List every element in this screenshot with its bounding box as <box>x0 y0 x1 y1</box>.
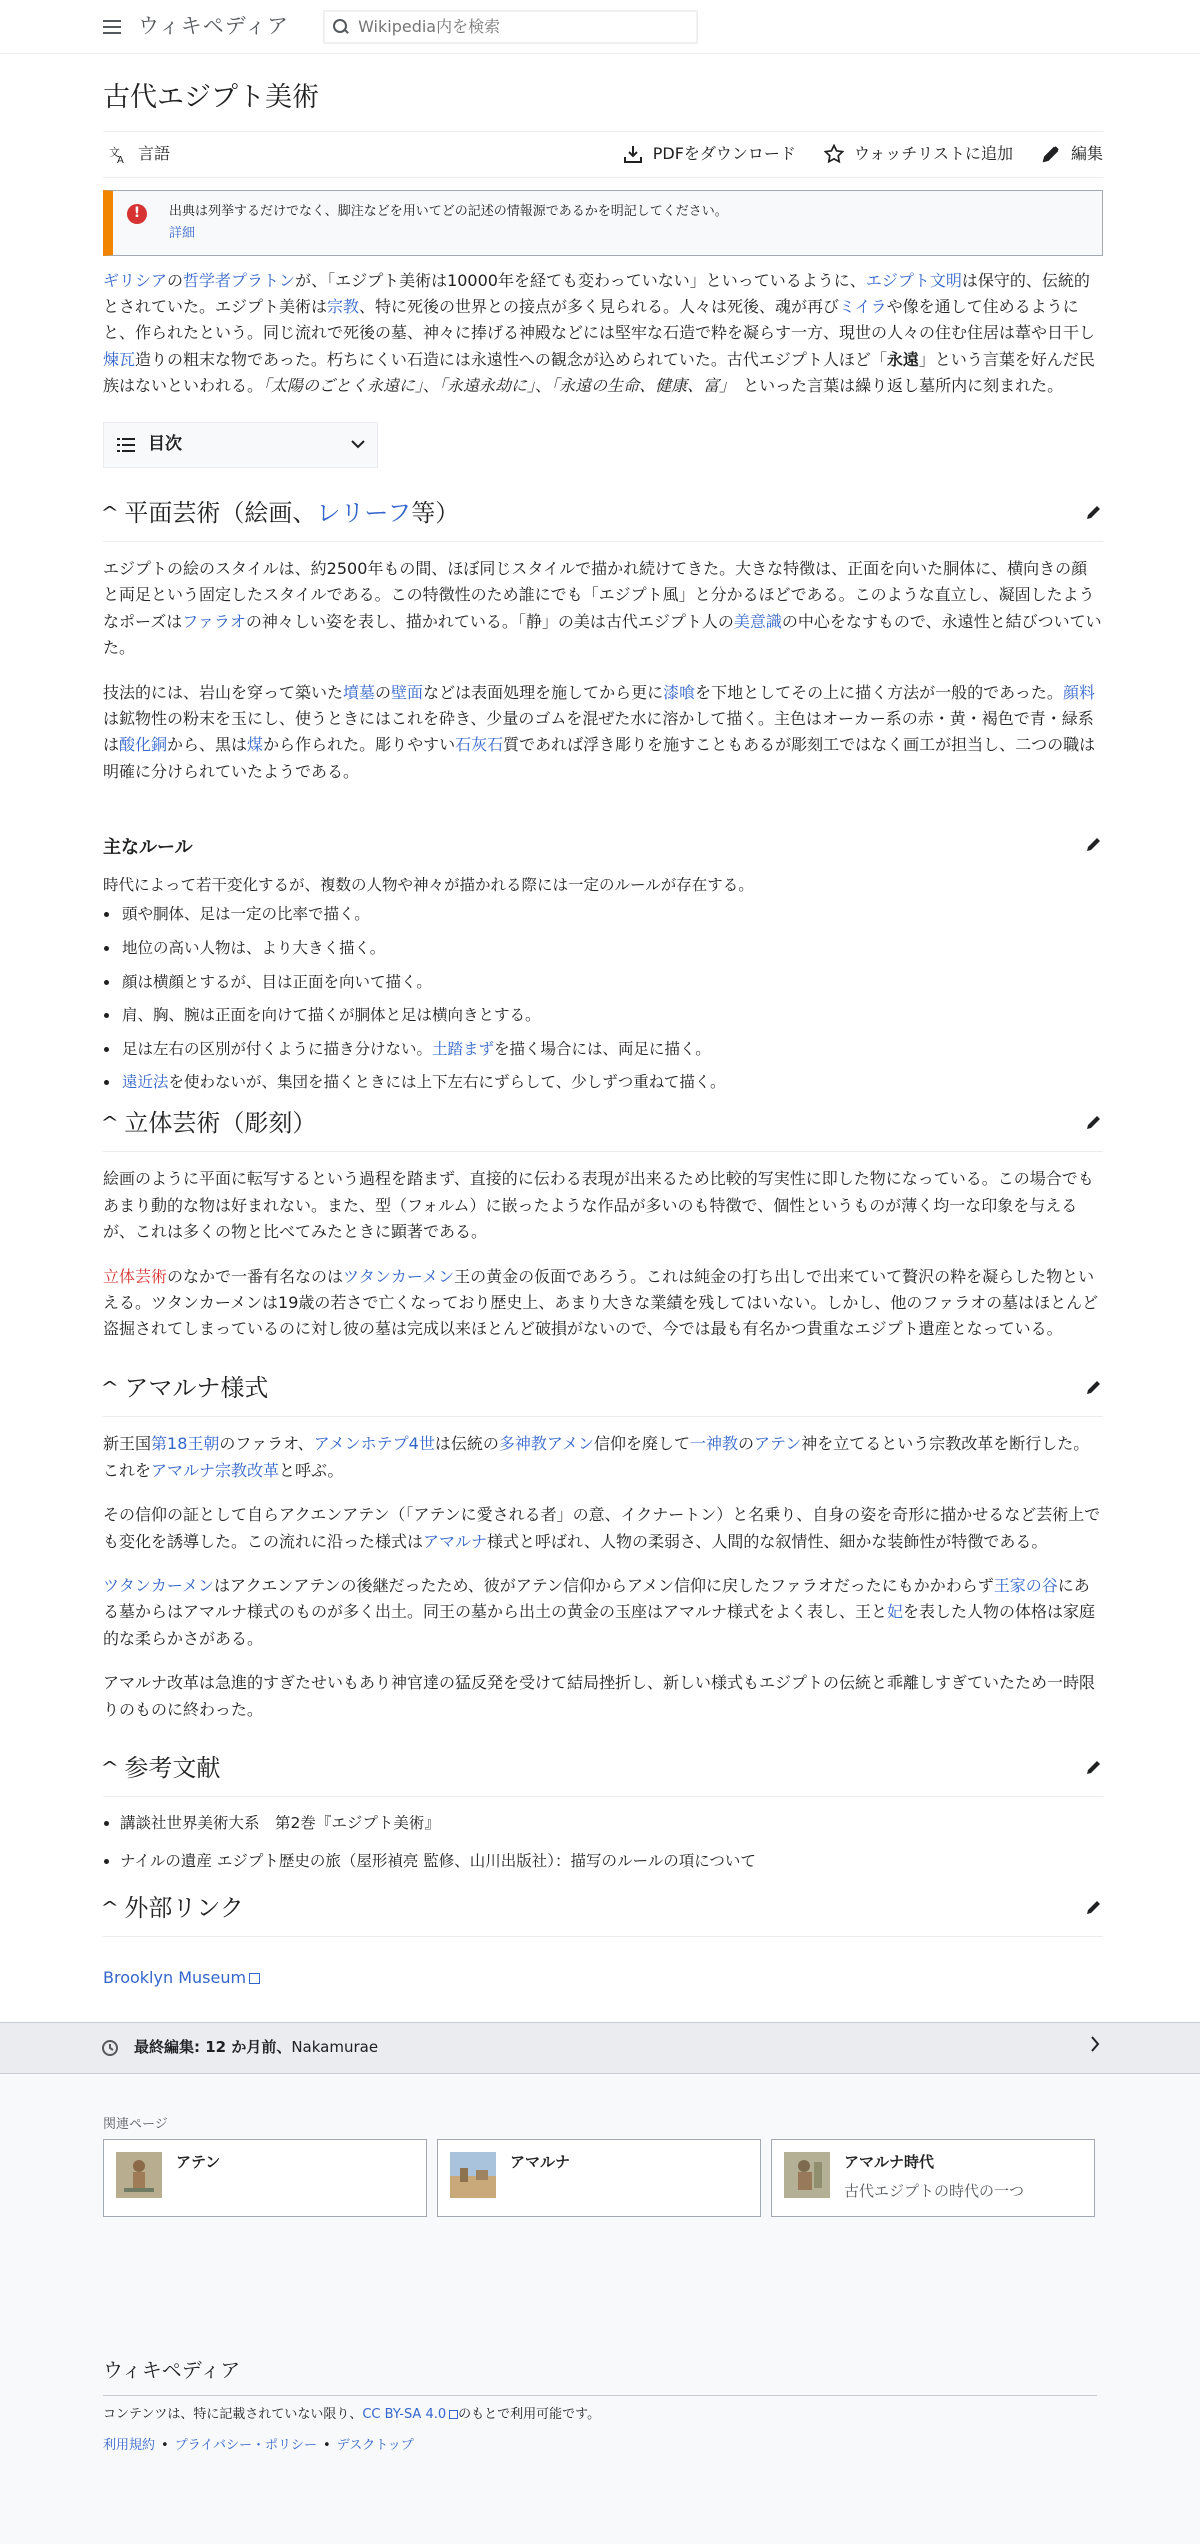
edit-button[interactable] <box>1041 141 1103 167</box>
section1-paragraph-1: エジプトの絵のスタイルは、約2500年もの間、ほぼ同じスタイルで描かれ続けてきた。大きな特徴は、正面を向いた胴体に、横向きの顔と両足という固定したスタイルである。この特徴性のため誰にでも「エジプト風」と分かるほどである。このような直立し、凝固したようなポーズはファラオの神々しい姿を表し、描かれている。「静」の美は古代エジプト人の美意識の中心をなすもので、永遠性と結びついていた。 <box>103 559 1102 658</box>
section-edit-pencil-icon[interactable] <box>1085 1889 1103 1929</box>
notice-text: 出典は列挙するだけでなく、脚注などを用いてどの記述の情報源であるかを明記してください。 <box>169 203 728 219</box>
license-text: コンテンツは、特に記載されていない限り、CC BY-SA 4.0 のもとで利用可能です。 <box>103 2406 601 2422</box>
link-arch-of-foot[interactable]: 土踏まず <box>432 1039 495 1058</box>
svg-text:A: A <box>117 155 124 165</box>
link-queen[interactable]: 妃 <box>887 1602 904 1622</box>
list-item: • 講談社世界美術大系 第2巻『エジプト美術』 <box>120 1811 1103 1837</box>
license-link[interactable]: CC BY-SA 4.0 <box>362 2407 458 2422</box>
site-logo[interactable]: ウィキペディア <box>138 14 290 39</box>
link-pigment[interactable]: 顔料 <box>1062 682 1095 702</box>
collapse-caret-icon[interactable]: ^ <box>100 1758 120 1778</box>
references-list <box>120 1811 1103 1874</box>
intro-paragraph: ギリシアの哲学者プラトンが、「エジプト美術は10000年を経ても変わっていない」といっているように、エジプト文明は保守的、伝統的とされていた。エジプト美術は宗教、特に死後の世界との接点が多く見られる。人々は死後、魂が再びミイラや像を通して住めるようにと、作られたという。同じ流れで死後の墓、神々に捧げる神殿などには堅牢な石造で粋を凝らす一方、現世の人々の住む住居は葦や日干し煉瓦造りの粗末な物であった。朽ちにくい石造には永遠性への観念が込められていた。古代エジプト人ほど「永遠」という言葉を好んだ民族はないといわれる。「太陽のごとく永遠に」、「永遠永劫に」、「永遠の生命、健康、富」 といった言葉は繰り返し墓所内に刻まれた。 <box>103 270 1096 396</box>
section-heading-2d-art: ^ 平面芸術（絵画、 レリーフ 等） <box>103 494 1103 543</box>
link-amarna-reform[interactable]: アマルナ宗教改革 <box>151 1460 280 1480</box>
section3-paragraph-2: その信仰の証として自らアクエンアテン（「アテンに愛される者」の意、イクナートン）と名乗り、自身の姿を奇形に描かせるなど芸術上でも変化を誘導した。この流れに沿った様式はアマルナ様式と呼ばれ、人物の柔弱さ、人間的な叙情性、細かな装飾性が特徴である。 <box>103 1505 1101 1551</box>
list-item: • 肩、胸、腕は正面を向けて描くが胴体と足は横向きとする。 <box>120 1003 1103 1029</box>
section2-paragraph-1: 絵画のように平面に転写するという過程を踏まず、直接的に伝わる表現が出来るため比較的写実性に即した物になっている。この場合でもあまり動的な物は好まれない。また、型（フォルム）に嵌ったような作品が多いのも特徴で、個性というものが薄く均一な印象を与えるが、これは多くの物と比べてみたときに顕著である。 <box>103 1169 1094 1242</box>
link-pharaoh[interactable]: ファラオ <box>182 611 246 631</box>
last-edit-user: Nakamurae <box>291 2038 379 2057</box>
language-label: 言語 <box>138 143 171 163</box>
svg-text:文: 文 <box>109 146 120 160</box>
star-icon <box>824 144 844 164</box>
terms-link[interactable]: 利用規約 <box>103 2438 156 2454</box>
list-item: • 頭や胴体、足は一定の比率で描く。 <box>120 902 1103 928</box>
section3-paragraph-1: 新王国第18王朝のファラオ、アメンホテプ4世は伝統の多神教アメン信仰を廃して一神教のアテン神を立てるという宗教改革を断行した。これをアマルナ宗教改革と呼ぶ。 <box>103 1434 1090 1480</box>
rules-list <box>120 902 1103 1095</box>
link-wall[interactable]: 壁面 <box>391 682 424 702</box>
citation-notice <box>103 190 1103 256</box>
redlink-3d-art[interactable]: 立体芸術 <box>103 1266 168 1286</box>
thumbnail-image <box>450 2152 496 2198</box>
link-relief[interactable]: レリーフ <box>316 498 412 527</box>
section1-paragraph-2: 技法的には、岩山を穿って築いた墳墓の壁面などは表面処理を施してから更に漆喰を下地としてその上に描く方法が一般的であった。顔料は鉱物性の粉末を玉にし、使うときにはこれを砕き、少量のゴムを混ぜた水に溶かして描く。主色はオーカー系の赤・黄・褐色で青・緑系は酸化銅から、黒は煤から作られた。彫りやすい石灰石質であれば浮き彫りを施すこともあるが彫刻工ではなく画工が担当し、二つの職は明確に分けられていたようである。 <box>103 682 1096 781</box>
search-input[interactable] <box>358 17 697 36</box>
main-menu-icon[interactable] <box>100 15 124 39</box>
link-tomb[interactable]: 墳墓 <box>343 682 376 702</box>
edit-label: 編集 <box>1070 143 1103 163</box>
link-valley-of-kings[interactable]: 王家の谷 <box>993 1575 1058 1595</box>
list-item: • 遠近法を使わないが、集団を描くときには上下左右にずらして、少しずつ重ねて描く。 <box>120 1070 1103 1096</box>
link-mummy[interactable]: ミイラ <box>839 296 887 316</box>
collapse-caret-icon[interactable]: ^ <box>100 1898 120 1918</box>
link-monotheism[interactable]: 一神教 <box>689 1434 738 1454</box>
last-edit-label: 最終編集: 12 か月前、 <box>134 2038 292 2057</box>
card-title: アテン <box>176 2153 221 2172</box>
section-heading-external-links: ^ 外部リンク <box>103 1889 1103 1938</box>
section-heading-references: ^ 参考文献 <box>103 1749 1103 1798</box>
card-title: アマルナ時代 <box>844 2153 935 2172</box>
list-item: • ナイルの遺産 エジプト歴史の旅（屋形禎亮 監修、山川出版社）：描写のルールの項について <box>120 1849 1103 1875</box>
download-pdf-button[interactable] <box>623 141 796 167</box>
section-edit-pencil-icon[interactable] <box>1085 833 1103 863</box>
history-icon <box>100 2038 120 2058</box>
section-edit-pencil-icon[interactable] <box>1085 1369 1103 1409</box>
footer-logo: ウィキペディア <box>103 2354 1097 2396</box>
desktop-link[interactable]: デスクトップ <box>336 2438 414 2454</box>
link-tutankhamun-2[interactable]: ツタンカーメン <box>103 1575 215 1595</box>
last-edited-bar[interactable] <box>0 2022 1200 2074</box>
notice-details-link[interactable]: 詳細 <box>169 225 196 241</box>
page-footer <box>0 2254 1200 2544</box>
section-edit-pencil-icon[interactable] <box>1085 1749 1103 1789</box>
list-item: • 顔は横顔とするが、目は正面を向いて描く。 <box>120 970 1103 996</box>
link-limestone[interactable]: 石灰石 <box>455 735 504 755</box>
privacy-link[interactable]: プライバシー・ポリシー <box>174 2438 318 2454</box>
thumbnail-image <box>116 2152 162 2198</box>
chevron-down-icon <box>351 430 365 458</box>
list-item: • 足は左右の区別が付くように描き分けない。土踏まずを描く場合には、両足に描く。 <box>120 1037 1103 1063</box>
link-amarna[interactable]: アマルナ <box>423 1531 488 1551</box>
collapse-caret-icon[interactable]: ^ <box>100 1378 120 1398</box>
link-brick[interactable]: 煉瓦 <box>103 349 136 369</box>
section-edit-pencil-icon[interactable] <box>1085 1104 1103 1144</box>
brooklyn-museum-link[interactable]: Brooklyn Museum <box>103 1965 260 1991</box>
warning-icon: ! <box>127 204 147 224</box>
top-header <box>0 0 1200 54</box>
link-philosopher[interactable]: 哲学者 <box>183 270 232 290</box>
section3-paragraph-3: ツタンカーメンはアクエンアテンの後継だったため、彼がアテン信仰からアメン信仰に戻したファラオだったにもかかわらず王家の谷にある墓からはアマルナ様式のものが多く出土。同王の墓から出土の黄金の玉座はアマルナ様式をよく表し、王と妃を表した人物の体格は家庭的な柔らかさがある。 <box>103 1575 1096 1648</box>
watchlist-label: ウォッチリストに追加 <box>853 143 1013 163</box>
link-copper-oxide[interactable]: 酸化銅 <box>119 735 168 755</box>
link-tutankhamun[interactable]: ツタンカーメン <box>343 1266 455 1286</box>
card-description: 古代エジプトの時代の一つ <box>844 2182 1025 2201</box>
link-plato[interactable]: プラトン <box>231 270 296 290</box>
chevron-right-icon <box>1090 2035 1100 2060</box>
link-aten[interactable]: アテン <box>754 1434 802 1454</box>
link-greece[interactable]: ギリシア <box>103 270 168 290</box>
subsection-heading-rules: 主なルール <box>103 833 1103 863</box>
section-heading-sculpture: ^ 立体芸術（彫刻） <box>103 1104 1103 1153</box>
language-button[interactable] <box>108 141 170 167</box>
link-aesthetics[interactable]: 美意識 <box>733 611 782 631</box>
link-plaster[interactable]: 漆喰 <box>663 682 696 702</box>
collapse-caret-icon[interactable]: ^ <box>100 1113 120 1133</box>
related-card-amarna[interactable] <box>437 2139 761 2217</box>
external-link-icon <box>449 2410 458 2419</box>
link-polytheism[interactable]: 多神教 <box>498 1434 547 1454</box>
link-amenhotep-iv[interactable]: アメンホテプ4世 <box>313 1434 435 1454</box>
table-of-contents-toggle[interactable] <box>103 422 378 468</box>
download-icon <box>623 144 643 164</box>
link-religion[interactable]: 宗教 <box>327 296 360 316</box>
section2-paragraph-2: 立体芸術のなかで一番有名なのはツタンカーメン王の黄金の仮面であろう。これは純金の打ち出しで出来ていて贅沢の粋を凝らした物といえる。ツタンカーメンは19歳の若さで亡くなっており歴史上、あまり大きな業績を残してはいない。しかし、他のファラオの墓はほとんど盗掘されてしまっているのに対し彼の墓は完成以来ほとんど破損がないので、今では最も有名かつ貴重なエジプト遺産となっている。 <box>103 1266 1099 1339</box>
toc-label: 目次 <box>148 434 182 455</box>
external-link-icon <box>249 1973 260 1984</box>
search-box[interactable] <box>323 10 698 44</box>
collapse-caret-icon[interactable]: ^ <box>100 503 120 523</box>
footer-links: 利用規約 • プライバシー・ポリシー • デスクトップ <box>103 2438 414 2454</box>
search-icon <box>332 18 350 36</box>
article-content <box>100 76 1103 1992</box>
related-pages-label: 関連ページ <box>103 2116 168 2132</box>
pencil-icon <box>1041 144 1061 164</box>
link-amun[interactable]: アメン <box>546 1434 594 1454</box>
link-egyptian-civilization[interactable]: エジプト文明 <box>865 270 962 290</box>
link-perspective[interactable]: 遠近法 <box>122 1073 169 1092</box>
card-title: アマルナ <box>510 2153 571 2172</box>
thumbnail-image <box>784 2152 830 2198</box>
section-edit-pencil-icon[interactable] <box>1085 494 1103 534</box>
related-card-amarna-period[interactable] <box>771 2139 1095 2217</box>
download-label: PDFをダウンロード <box>652 143 796 163</box>
section3-paragraph-4: アマルナ改革は急進的すぎたせいもあり神官達の猛反発を受けて結局挫折し、新しい様式もエジプトの伝統と乖離しすぎていたため一時限りのものに終わった。 <box>103 1673 1096 1719</box>
link-18th-dynasty[interactable]: 第18王朝 <box>151 1434 220 1454</box>
related-card-aten[interactable] <box>103 2139 427 2217</box>
list-icon <box>116 435 136 455</box>
section-heading-amarna: ^ アマルナ様式 <box>103 1369 1103 1418</box>
related-pages <box>0 2074 1200 2254</box>
page-title: 古代エジプト美術 <box>103 76 1103 132</box>
language-icon <box>108 144 128 164</box>
rules-intro: 時代によって若干変化するが、複数の人物や神々が描かれる際には一定のルールが存在する。 <box>103 875 754 894</box>
link-soot[interactable]: 煤 <box>247 735 264 755</box>
list-item: • 地位の高い人物は、より大きく描く。 <box>120 936 1103 962</box>
page-actions <box>103 132 1103 178</box>
watchlist-button[interactable] <box>824 141 1013 167</box>
